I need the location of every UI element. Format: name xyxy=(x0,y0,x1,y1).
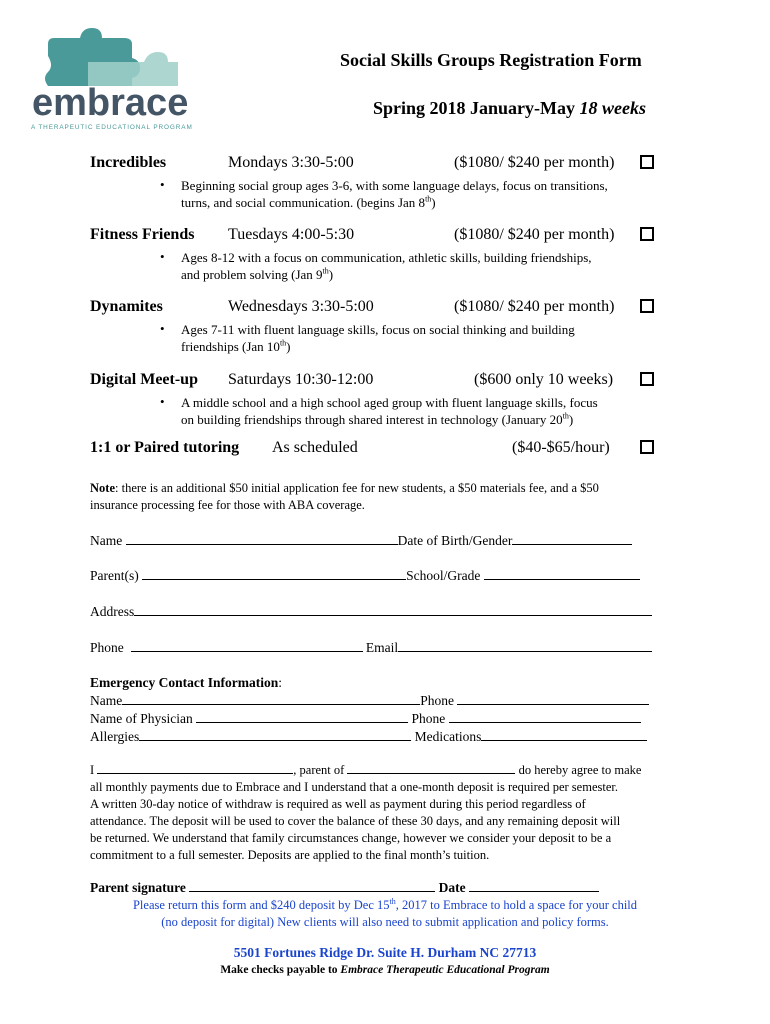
program-description: Ages 8-12 with a focus on communication, athletic skills, building friendships, and problem solving (Jan 9th) xyxy=(181,250,592,282)
program-price: ($1080/ $240 per month) xyxy=(454,298,615,315)
program-checkbox[interactable] xyxy=(640,155,654,169)
phone-email-field[interactable]: Phone Email xyxy=(90,639,652,656)
program-time: Tuesdays 4:00-5:30 xyxy=(228,226,355,243)
program-name: Dynamites xyxy=(90,298,163,315)
address-field[interactable]: Address xyxy=(90,603,652,620)
program-description: Ages 7-11 with fluent language skills, focus on social thinking and building friendships (Jan 10th) xyxy=(181,322,575,354)
allergies-field[interactable]: Allergies Medications xyxy=(90,728,647,745)
program-name: 1:1 or Paired tutoring xyxy=(90,439,240,456)
emergency-name-field[interactable]: Name Phone xyxy=(90,692,649,709)
program-description: A middle school and a high school aged group with fluent language skills, focus on building friendships through shared interest in technology (January 20th) xyxy=(181,395,598,427)
form-subtitle: Spring 2018 January-May 18 weeks xyxy=(373,98,647,118)
fee-note: Note: there is an additional $50 initial application fee for new students, a $50 materials fee, and a $50 insurance processing fee for those with ABA coverage. xyxy=(90,481,599,512)
program-checkbox[interactable] xyxy=(640,372,654,386)
program-price: ($40-$65/hour) xyxy=(512,439,610,456)
program-checkbox[interactable] xyxy=(640,440,654,454)
physician-field[interactable]: Name of Physician Phone xyxy=(90,710,641,727)
name-field[interactable]: Name Date of Birth/Gender xyxy=(90,532,632,549)
program-description: Beginning social group ages 3-6, with some language delays, focus on transitions, turns, and social communication. (begins Jan 8th) xyxy=(181,178,608,210)
return-instructions: Please return this form and $240 deposit by Dec 15th, 2017 to Embrace to hold a space for your child (no deposit for digital) New clients will also need to submit application and policy forms. xyxy=(132,896,638,929)
program-name: Digital Meet-up xyxy=(90,371,198,388)
program-price: ($1080/ $240 per month) xyxy=(454,226,615,243)
program-time: Wednesdays 3:30-5:00 xyxy=(228,298,374,315)
embrace-logo xyxy=(28,22,200,134)
form-title: Social Skills Groups Registration Form xyxy=(340,50,642,70)
program-time: As scheduled xyxy=(272,439,358,456)
program-name: Fitness Friends xyxy=(90,226,195,243)
program-checkbox[interactable] xyxy=(640,299,654,313)
footer-address: 5501 Fortunes Ridge Dr. Suite H. Durham NC 27713 xyxy=(233,945,537,960)
bullet-icon: • xyxy=(160,177,165,192)
program-price: ($600 only 10 weeks) xyxy=(474,371,614,388)
bullet-icon: • xyxy=(160,394,165,409)
program-time: Saturdays 10:30-12:00 xyxy=(228,371,374,388)
program-checkbox[interactable] xyxy=(640,227,654,241)
program-time: Mondays 3:30-5:00 xyxy=(228,154,354,171)
agreement-text: I , parent of do hereby agree to make all monthly payments due to Embrace and I understand that a one-month deposit is required per semester. A written 30-day notice of withdraw is required as well as payment during this period regardless of attendance. The deposit will be used to cover the balance of these 30 days, and any remaining deposit will be returned. We understand that family circumstances change, however we consider your deposit to be a commitment to a full semester. Deposits are applied to the final month’s tuition. xyxy=(90,763,642,862)
bullet-icon: • xyxy=(160,321,165,336)
program-name: Incredibles xyxy=(90,154,167,171)
parents-field[interactable]: Parent(s) School/Grade xyxy=(90,567,640,584)
program-price: ($1080/ $240 per month) xyxy=(454,154,615,171)
emergency-heading: Emergency Contact Information: xyxy=(90,675,282,690)
logo-wordmark: embrace xyxy=(32,82,189,124)
checks-payable: Make checks payable to Embrace Therapeutic Educational Program xyxy=(220,964,550,976)
bullet-icon: • xyxy=(160,249,165,264)
logo-tagline: A THERAPEUTIC EDUCATIONAL PROGRAM xyxy=(31,124,193,131)
signature-field[interactable]: Parent signature Date xyxy=(90,879,599,896)
